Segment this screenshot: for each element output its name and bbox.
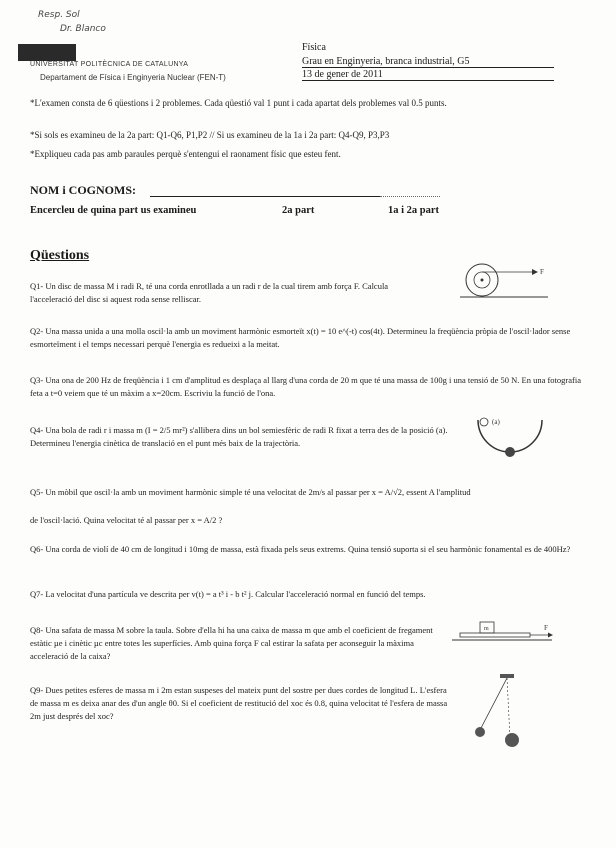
exam-date: 13 de gener de 2011 xyxy=(302,69,554,81)
question-q1: Q1- Un disc de massa M i radi R, té una corda enrotllada a un radi r de la cual tirem amb força F. Calcula l'acceleració del disc si aquest roda sense relliscar. xyxy=(30,281,389,304)
subject-title: Física xyxy=(302,42,326,53)
question-q6: Q6- Una corda de violí de 40 cm de longitud i 10mg de massa, està fixada pels seus extrems. Quina tensió suporta si el seu harmònic fonamental es de 400Hz? xyxy=(30,544,571,554)
instructions-note-3: *Expliqueu cada pas amb paraules perquè s'entengui el raonament físic que esteu fent. xyxy=(30,149,341,159)
q9-pendulum-figure xyxy=(462,672,532,752)
question-q3: Q3- Una ona de 200 Hz de freqüència i 1 cm d'amplitud es desplaça al llarg d'una corda de 20 m que té una massa de 100g i una tensió de 50 N. En una fotografia feta a t=0 veiem que té un màxim a x=20cm. Escriviu la funció de l'ona. xyxy=(30,375,581,398)
q1-force-label: F xyxy=(540,268,544,276)
logo-text: UNIVERSITAT POLITÈCNICA DE CATALUNYA xyxy=(30,61,189,68)
q8-tray-figure xyxy=(452,616,572,650)
option-2a-part[interactable]: 2a part xyxy=(282,205,315,216)
section-title: Qüestions xyxy=(30,248,90,263)
question-q5-part2: de l'oscil·lació. Quina velocitat té al passar per x = A/2 ? xyxy=(30,515,223,525)
department-name: Departament de Física i Enginyeria Nuclear (FEN-T) xyxy=(40,73,226,82)
question-q5-part1: Q5- Un mòbil que oscil·la amb un moviment harmònic simple té una velocitat de 2m/s al passar per x = A/√2, essent A l'amplitud xyxy=(30,487,471,497)
instructions-note-2: *Si sols es examineu de la 2a part: Q1-Q6, P1,P2 // Si us examineu de la 1a i 2a part: Q4-Q9, P3,P3 xyxy=(30,130,390,140)
option-1a-2a-part[interactable]: 1a i 2a part xyxy=(388,205,440,216)
handwritten-note-2: Dr. Blanco xyxy=(60,24,106,34)
degree-title: Grau en Enginyeria, branca industrial, G5 xyxy=(302,56,554,68)
q4-point-label: (a) xyxy=(492,418,500,426)
q1-disc-figure xyxy=(460,262,550,304)
question-q9: Q9- Dues petites esferes de massa m i 2m estan suspeses del mateix punt del sostre per dues cordes de longitud L. L'esfera de massa m es deixa anar des d'un angle θ0. Si el coeficient de restitució del xoc és 0.8, quina velocitat té l'esfera de massa 2m just després del xoc? xyxy=(30,685,448,721)
handwritten-note-1: Resp. Sol xyxy=(38,10,80,20)
name-field[interactable] xyxy=(150,196,380,197)
question-q7: Q7- La velocitat d'una partícula ve descrita per v(t) = a t³ i - b t² j. Calcular l'acceleració normal en funció del temps. xyxy=(30,589,426,599)
question-q2: Q2- Una massa unida a una molla oscil·la amb un moviment harmònic esmorteït x(t) = 10 e^(-t) cos(4t). Determineu la freqüència pròpia de l'oscil·lador sense esmorteïment i el temps necessari perquè l'energia es redueixi a la meitat. xyxy=(30,326,571,349)
q8-force-label: F xyxy=(544,624,548,632)
question-q4: Q4- Una bola de radi r i massa m (I = 2/5 mr²) s'allibera dins un bol semiesfèric de radi R fixat a terra des de la posició (a). Determineu l'energia cinètica de translació en el punt més baix de la trajectòria. xyxy=(30,425,448,448)
name-field-extension xyxy=(380,196,440,197)
university-logo xyxy=(18,44,76,61)
q8-box-label: m xyxy=(484,626,489,632)
choose-part-label: Encercleu de quina part us examineu xyxy=(30,205,197,216)
q4-bowl-figure xyxy=(470,412,550,470)
instructions-note-1: *L'examen consta de 6 qüestions i 2 problemes. Cada qüestió val 1 punt i cada apartat dels problemes val 0.5 punts. xyxy=(30,98,447,108)
name-label: NOM i COGNOMS: xyxy=(30,183,136,197)
question-q8: Q8- Una safata de massa M sobre la taula. Sobre d'ella hi ha una caixa de massa m que amb el coeficient de fregament estàtic µe i cinètic µc entre totes les superfícies. Amb quina força F cal estirar la safata per aconseguir la màxima acceleració de la caixa? xyxy=(30,625,433,661)
